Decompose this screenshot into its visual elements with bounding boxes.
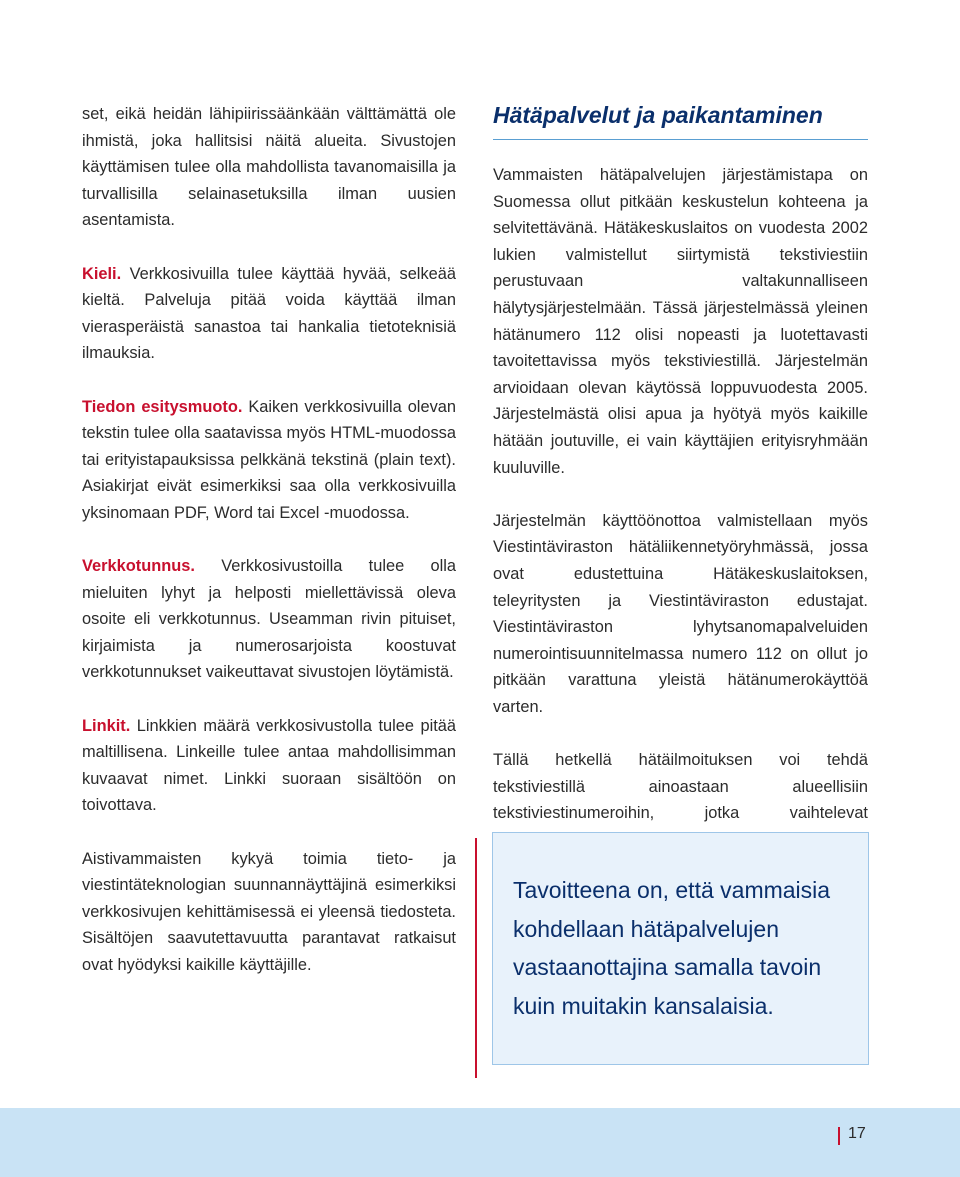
domain-keyword: Verkkotunnus. [82, 557, 195, 576]
format-keyword: Tiedon esitysmuoto. [82, 397, 243, 416]
pull-quote-box [492, 832, 869, 1065]
format-text: Kaiken verkkosivuilla olevan tekstin tulee olla saatavissa myös HTML-muodossa tai erityistapauksissa pelkkänä tekstinä (plain text). Asiakirjat eivät esimerkiksi saa olla verkkosivuilla yksinomaan PDF, Word tai Excel -muodossa. [82, 397, 456, 522]
domain-paragraph [82, 553, 456, 686]
language-text: Verkkosivuilla tulee käyttää hyvää, selkeää kieltä. Palveluja pitää voida käyttää ilman vierasperäistä sanastoa tai hankalia tietoteknisiä ilmauksia. [82, 264, 456, 363]
domain-text: Verkkosivustoilla tulee olla mieluiten lyhyt ja helposti miellettävissä oleva osoite eli verkkotunnus. Useamman rivin pituiset, kirjaimista ja numerosarjoista koostuvat verkkotunnukset vaikeuttavat sivustojen löytämistä. [82, 557, 456, 682]
pull-quote-text: Tavoitteena on, että vammaisia kohdellaan hätäpalvelujen vastaanottajina samalla tavoin kuin muitakin kansalaisia. [513, 877, 831, 1019]
section-heading: Hätäpalvelut ja paikantaminen [493, 101, 868, 140]
emergency-paragraph-2: Järjestelmän käyttöönottoa valmistellaan myös Viestintäviraston hätäliikennetyöryhmässä, jossa ovat edustettuina Hätäkeskuslaitoksen, teleyritysten ja Viestintäviraston edustajat. Viestintäviraston lyhytsanomapalveluiden numerointisuunnitelmassa numero 112 on ollut jo pitkään varattuna yleistä hätänumerokäyttöä varten. [493, 511, 868, 716]
language-keyword: Kieli. [82, 264, 122, 283]
links-keyword: Linkit. [82, 716, 131, 735]
right-column [493, 101, 868, 907]
closing-paragraph: Aistivammaisten kykyä toimia tieto- ja viestintäteknologian suunnannäyttäjinä esimerkiksi verkkosivujen kehittämisessä ei yleensä tiedosteta. Sisältöjen saavutettavuutta parantavat ratkaisut ovat hyödyksi kaikille käyttäjille. [82, 849, 456, 974]
emergency-paragraph-3: Tällä hetkellä hätäilmoituksen voi tehdä tekstiviestillä ainoastaan alueellisiin tekstiviestinumeroihin, jotka vaihtelevat [493, 751, 868, 823]
footer-band [0, 1108, 960, 1177]
language-paragraph [82, 261, 456, 367]
left-column [82, 101, 456, 1005]
page-number-marker [838, 1127, 840, 1145]
format-paragraph [82, 394, 456, 527]
links-text: Linkkien määrä verkkosivustolla tulee pitää maltillisena. Linkeille tulee antaa mahdollisimman kuvaavat nimet. Linkki suoraan sisältöön on toivottava. [82, 716, 456, 815]
emergency-paragraph-1: Vammaisten hätäpalvelujen järjestämistapa on Suomessa ollut pitkään keskustelun kohteena ja selvitettävänä. Hätäkeskuslaitos on vuodesta 2002 lukien valmistellut siirtymistä tekstiviestiin perustuvaan valtakunnalliseen hälytysjärjestelmään. Tässä järjestelmässä yleinen hätänumero 112 olisi nopeasti ja luotettavasti tavoitettavissa myös tekstiviestillä. Järjestelmän arvioidaan olevan käytössä loppuvuodesta 2005. Järjestelmästä olisi apua ja hyötyä myös kaikille hätään joutuville, ei vain käyttäjien erityisryhmään kuuluville. [493, 166, 868, 477]
page-number: 17 [848, 1125, 866, 1142]
links-paragraph [82, 713, 456, 819]
callout-divider [475, 838, 477, 1078]
intro-paragraph: set, eikä heidän lähipiirissäänkään välttämättä ole ihmistä, joka hallitsisi näitä alueita. Sivustojen käyttämisen tulee olla mahdollista tavanomaisilla ja turvallisilla selainasetuksilla ilman uusien asentamista. [82, 105, 456, 230]
